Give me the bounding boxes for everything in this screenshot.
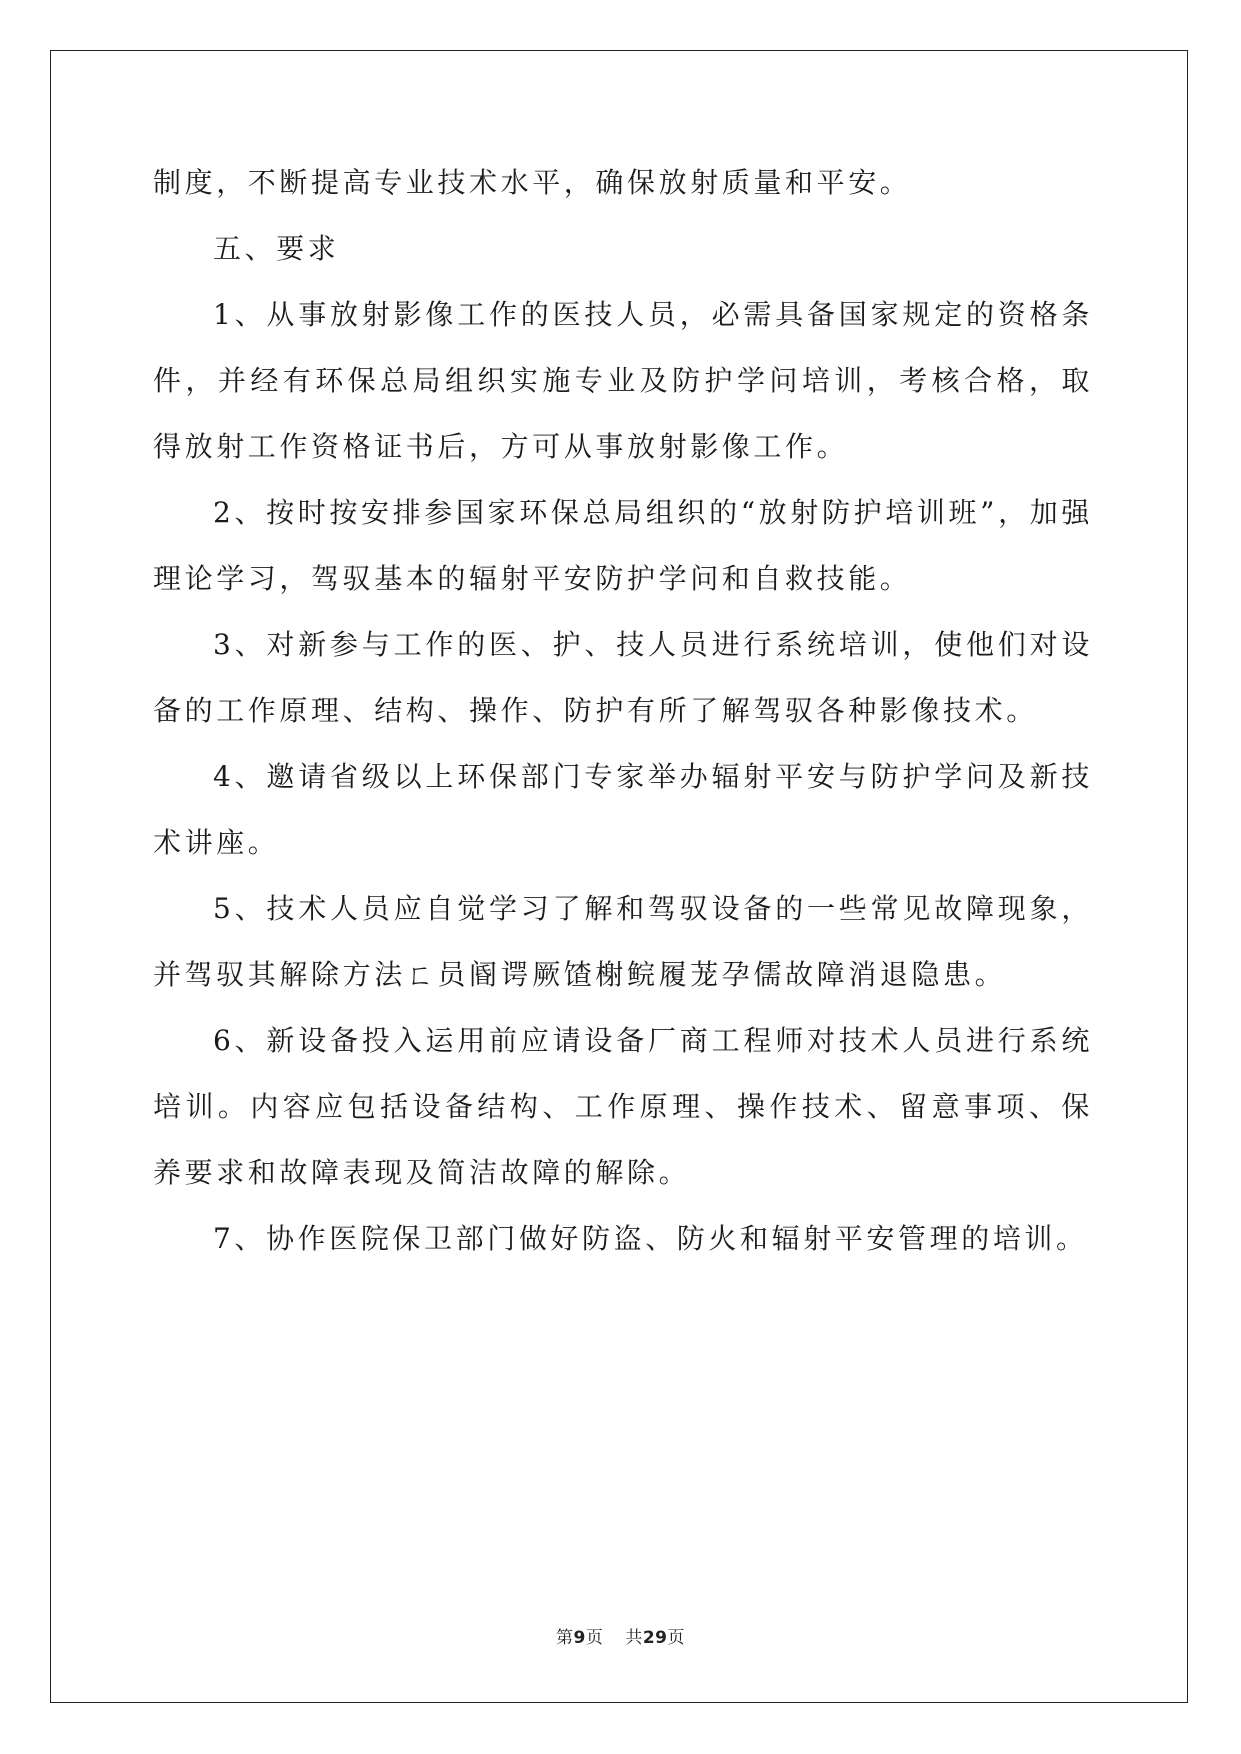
- page-prefix: 第: [555, 1628, 574, 1648]
- paragraph-item-1: 1、从事放射影像工作的医技人员，必需具备国家规定的资格条件，并经有环保总局组织实施专业及防护学问培训，考核合格，取得放射工作资格证书后，方可从事放射影像工作。: [153, 298, 1093, 463]
- total-pages: 29: [642, 1628, 668, 1648]
- paragraph-item-2: 2、按时按安排参国家环保总局组织的“放射防护培训班”，加强理论学习，驾驭基本的辐射平安防护学问和自救技能。: [153, 496, 1093, 595]
- paragraph-item-5: 5、技术人员应自觉学习了解和驾驭设备的一些常见故障现象，并驾驭其解除方法ㄈ员阍谔厥馇榭鲩履茏孕儒故障消退隐患。: [153, 892, 1093, 991]
- paragraph-item-7: 7、协作医院保卫部门做好防盗、防火和辐射平安管理的培训。: [213, 1222, 1088, 1255]
- total-prefix: 共: [625, 1628, 643, 1648]
- page-footer: [0, 1623, 1241, 1648]
- section-heading: 五、要求: [213, 232, 340, 265]
- page-number: 9: [573, 1628, 586, 1648]
- paragraph-item-6: 6、新设备投入运用前应请设备厂商工程师对技术人员进行系统培训。内容应包括设备结构、工作原理、操作技术、留意事项、保养要求和故障表现及简洁故障的解除。: [153, 1024, 1093, 1189]
- page-suffix: 页: [585, 1628, 604, 1648]
- paragraph-continuation: 制度，不断提高专业技术水平，确保放射质量和平安。: [153, 166, 912, 199]
- total-suffix: 页: [667, 1628, 685, 1648]
- document-body: [153, 150, 1093, 1272]
- paragraph-item-4: 4、邀请省级以上环保部门专家举办辐射平安与防护学问及新技术讲座。: [153, 760, 1093, 859]
- paragraph-item-3: 3、对新参与工作的医、护、技人员进行系统培训，使他们对设备的工作原理、结构、操作、防护有所了解驾驭各种影像技术。: [153, 628, 1093, 727]
